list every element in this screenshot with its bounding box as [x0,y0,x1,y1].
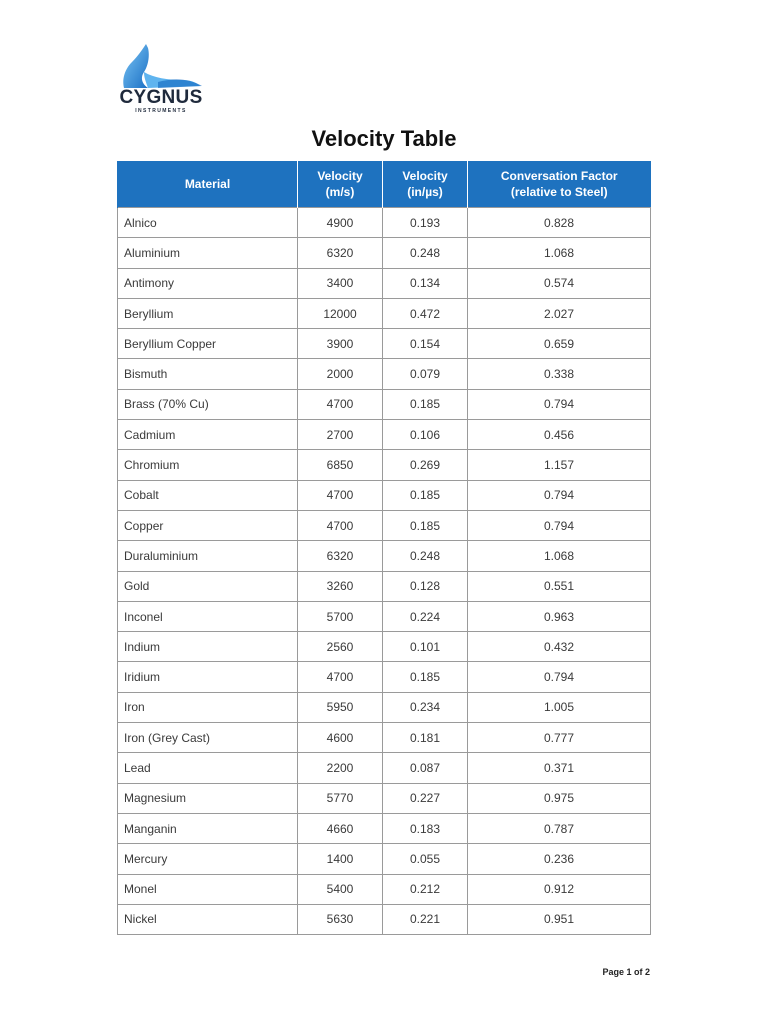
cell-material: Beryllium Copper [118,329,298,359]
cell-velocity-inus: 0.134 [383,268,468,298]
table-row [118,813,651,843]
cell-velocity-ms: 3400 [298,268,383,298]
cell-velocity-ms: 6320 [298,541,383,571]
cell-velocity-ms: 3260 [298,571,383,601]
cell-velocity-inus: 0.234 [383,692,468,722]
header-velocity-inus [383,161,468,208]
cell-velocity-inus: 0.087 [383,753,468,783]
cell-conversion-factor: 0.794 [468,510,651,540]
table-row [118,480,651,510]
cell-velocity-inus: 0.227 [383,783,468,813]
table-row [118,662,651,692]
cell-velocity-ms: 6850 [298,450,383,480]
cell-material: Copper [118,510,298,540]
cell-velocity-ms: 4700 [298,510,383,540]
cell-conversion-factor: 0.236 [468,844,651,874]
cygnus-logo [118,42,208,120]
header-material [118,161,298,208]
cell-conversion-factor: 0.912 [468,874,651,904]
cell-material: Chromium [118,450,298,480]
cell-velocity-ms: 2700 [298,420,383,450]
cell-conversion-factor: 0.432 [468,632,651,662]
table-row [118,420,651,450]
table-row [118,632,651,662]
cell-material: Iridium [118,662,298,692]
cell-velocity-ms: 5950 [298,692,383,722]
cell-material: Aluminium [118,238,298,268]
cell-conversion-factor: 0.975 [468,783,651,813]
cell-velocity-inus: 0.185 [383,480,468,510]
cell-material: Cobalt [118,480,298,510]
table-row [118,329,651,359]
cell-velocity-ms: 1400 [298,844,383,874]
header-velocity-ms [298,161,383,208]
cell-velocity-inus: 0.055 [383,844,468,874]
cell-velocity-inus: 0.193 [383,208,468,238]
cell-conversion-factor: 1.068 [468,238,651,268]
cell-material: Duraluminium [118,541,298,571]
cell-velocity-ms: 4700 [298,389,383,419]
table-row [118,904,651,934]
table-row [118,389,651,419]
cell-velocity-ms: 5630 [298,904,383,934]
cell-material: Brass (70% Cu) [118,389,298,419]
header-conversion-factor [468,161,651,208]
cell-material: Nickel [118,904,298,934]
cell-conversion-factor: 1.157 [468,450,651,480]
cell-material: Monel [118,874,298,904]
cell-conversion-factor: 0.963 [468,601,651,631]
cell-material: Iron [118,692,298,722]
cell-velocity-inus: 0.181 [383,723,468,753]
cell-velocity-inus: 0.248 [383,541,468,571]
cell-velocity-inus: 0.183 [383,813,468,843]
cell-conversion-factor: 0.794 [468,662,651,692]
cell-velocity-ms: 2000 [298,359,383,389]
cell-material: Cadmium [118,420,298,450]
cell-material: Bismuth [118,359,298,389]
cell-velocity-ms: 3900 [298,329,383,359]
velocity-table [117,161,651,935]
table-row [118,571,651,601]
cell-velocity-ms: 5700 [298,601,383,631]
table-row [118,723,651,753]
cell-material: Beryllium [118,298,298,328]
table-row [118,874,651,904]
table-row [118,541,651,571]
cell-velocity-inus: 0.472 [383,298,468,328]
cell-velocity-inus: 0.224 [383,601,468,631]
cell-velocity-inus: 0.269 [383,450,468,480]
table-row [118,298,651,328]
cell-conversion-factor: 0.787 [468,813,651,843]
table-row [118,238,651,268]
cell-conversion-factor: 2.027 [468,298,651,328]
table-row [118,783,651,813]
cell-velocity-inus: 0.079 [383,359,468,389]
cell-material: Inconel [118,601,298,631]
cell-material: Gold [118,571,298,601]
cell-conversion-factor: 0.338 [468,359,651,389]
swan-logo-icon [118,42,208,92]
cell-velocity-ms: 4700 [298,480,383,510]
header-unit: (in/µs) [407,185,443,199]
cell-material: Magnesium [118,783,298,813]
cell-conversion-factor: 0.371 [468,753,651,783]
header-unit: (m/s) [325,185,355,199]
header-line: Velocity [402,169,448,183]
cell-velocity-ms: 6320 [298,238,383,268]
cell-conversion-factor: 0.574 [468,268,651,298]
page-number: Page 1 of 2 [602,967,650,977]
cell-velocity-ms: 12000 [298,298,383,328]
header-line: Velocity [317,169,363,183]
cell-velocity-inus: 0.185 [383,662,468,692]
cell-velocity-inus: 0.212 [383,874,468,904]
table-row [118,692,651,722]
cell-conversion-factor: 0.951 [468,904,651,934]
cell-material: Alnico [118,208,298,238]
table-header-row [118,161,651,208]
cell-conversion-factor: 1.068 [468,541,651,571]
cell-conversion-factor: 0.551 [468,571,651,601]
cell-velocity-inus: 0.101 [383,632,468,662]
cell-velocity-ms: 4660 [298,813,383,843]
cell-velocity-ms: 2200 [298,753,383,783]
table-row [118,450,651,480]
cell-velocity-ms: 5770 [298,783,383,813]
cell-material: Iron (Grey Cast) [118,723,298,753]
cell-velocity-inus: 0.185 [383,510,468,540]
cell-conversion-factor: 0.794 [468,389,651,419]
table-row [118,268,651,298]
page-title: Velocity Table [311,126,457,151]
table-row [118,601,651,631]
cell-conversion-factor: 0.794 [468,480,651,510]
table-row [118,208,651,238]
table-row [118,359,651,389]
cell-velocity-inus: 0.185 [383,389,468,419]
cell-conversion-factor: 0.456 [468,420,651,450]
cell-conversion-factor: 0.828 [468,208,651,238]
cell-conversion-factor: 1.005 [468,692,651,722]
cell-material: Indium [118,632,298,662]
cell-material: Mercury [118,844,298,874]
table-row [118,510,651,540]
cell-material: Manganin [118,813,298,843]
cell-conversion-factor: 0.659 [468,329,651,359]
cell-velocity-inus: 0.106 [383,420,468,450]
cell-material: Antimony [118,268,298,298]
table-body [118,208,651,935]
cell-velocity-inus: 0.154 [383,329,468,359]
cell-velocity-inus: 0.128 [383,571,468,601]
header-line: Conversation Factor [500,169,618,183]
cell-velocity-ms: 2560 [298,632,383,662]
logo-subtitle: INSTRUMENTS [135,108,187,114]
header-line: Material [184,177,231,191]
table-row [118,844,651,874]
cell-material: Lead [118,753,298,783]
logo-name: CYGNUS [119,87,203,108]
cell-velocity-ms: 4700 [298,662,383,692]
cell-velocity-ms: 5400 [298,874,383,904]
cell-velocity-inus: 0.221 [383,904,468,934]
header-unit: (relative to Steel) [510,185,608,199]
cell-velocity-ms: 4600 [298,723,383,753]
table-row [118,753,651,783]
cell-conversion-factor: 0.777 [468,723,651,753]
cell-velocity-ms: 4900 [298,208,383,238]
cell-velocity-inus: 0.248 [383,238,468,268]
